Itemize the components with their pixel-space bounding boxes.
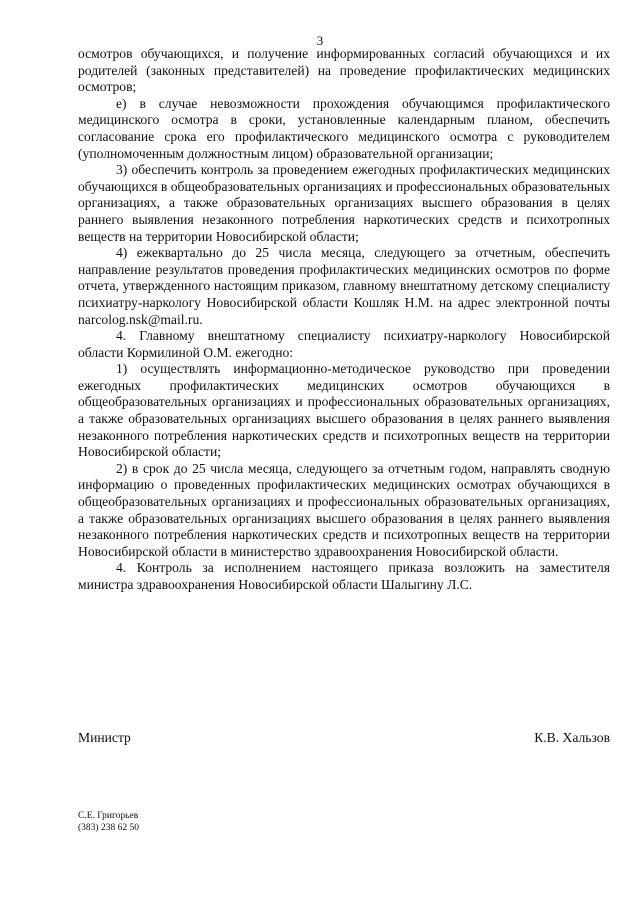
executor-block: [78, 810, 139, 834]
paragraph: 4. Контроль за исполнением настоящего приказа возложить на заместителя министра здравоохранения Новосибирской области Шалыгину Л.С.: [78, 560, 610, 592]
paragraph: е) в случае невозможности прохождения обучающимся профилактического медицинского осмотра в сроки, установленные календарным планом, обеспечить согласование срока его профилактического медицинского осмотра с руководителем (уполномоченным должностным лицом) образовательной организации;: [78, 95, 610, 161]
page-number: 3: [316, 33, 324, 48]
executor-phone: (383) 238 62 50: [78, 823, 139, 833]
paragraph: 4. Главному внештатному специалисту психиатру-наркологу Новосибирской области Кормилиной О.М. ежегодно:: [78, 328, 610, 360]
paragraph: осмотров обучающихся, и получение информированных согласий обучающихся и их родителей (законных представителей) на проведение профилактических медицинских осмотров;: [78, 46, 610, 95]
signatory-name: К.В. Хальзов: [534, 730, 610, 745]
paragraph: 3) обеспечить контроль за проведением ежегодных профилактических медицинских обучающихся в общеобразовательных организациях и профессиональных образовательных организациях, а также образовательных организациях высшего образования в целях раннего выявления незаконного потребления наркотических средств и психотропных веществ на территории Новосибирской области;: [78, 162, 610, 244]
signatory-position: Министр: [78, 730, 131, 745]
paragraph: 2) в срок до 25 числа месяца, следующего за отчетным годом, направлять сводную информацию о проведенных профилактических медицинских осмотрах обучающихся в общеобразовательных организациях и профессиональных образовательных организациях, а также образовательных организациях высшего образования в целях раннего выявления незаконного потребления наркотических средств и психотропных веществ на территории Новосибирской области в министерство здравоохранения Новосибирской области.: [78, 460, 610, 559]
paragraph: 4) ежеквартально до 25 числа месяца, следующего за отчетным, обеспечить направление результатов проведения профилактических медицинских осмотров по форме отчета, утвержденного настоящим приказом, главному внештатному детскому специалисту психиатру-наркологу Новосибирской области Кошляк Н.М. на адрес электронной почты narcolog.nsk@mail.ru.: [78, 245, 610, 327]
document-body: [78, 46, 610, 594]
executor-name: С.Е. Григорьев: [78, 811, 139, 821]
paragraph: 1) осуществлять информационно-методическое руководство при проведении ежегодных профилактических медицинских осмотров обучающихся в общеобразовательных организациях и профессиональных образовательных организациях, а также образовательных организациях высшего образования в целях раннего выявления незаконного потребления наркотических средств и психотропных веществ на территории Новосибирской области;: [78, 361, 610, 460]
